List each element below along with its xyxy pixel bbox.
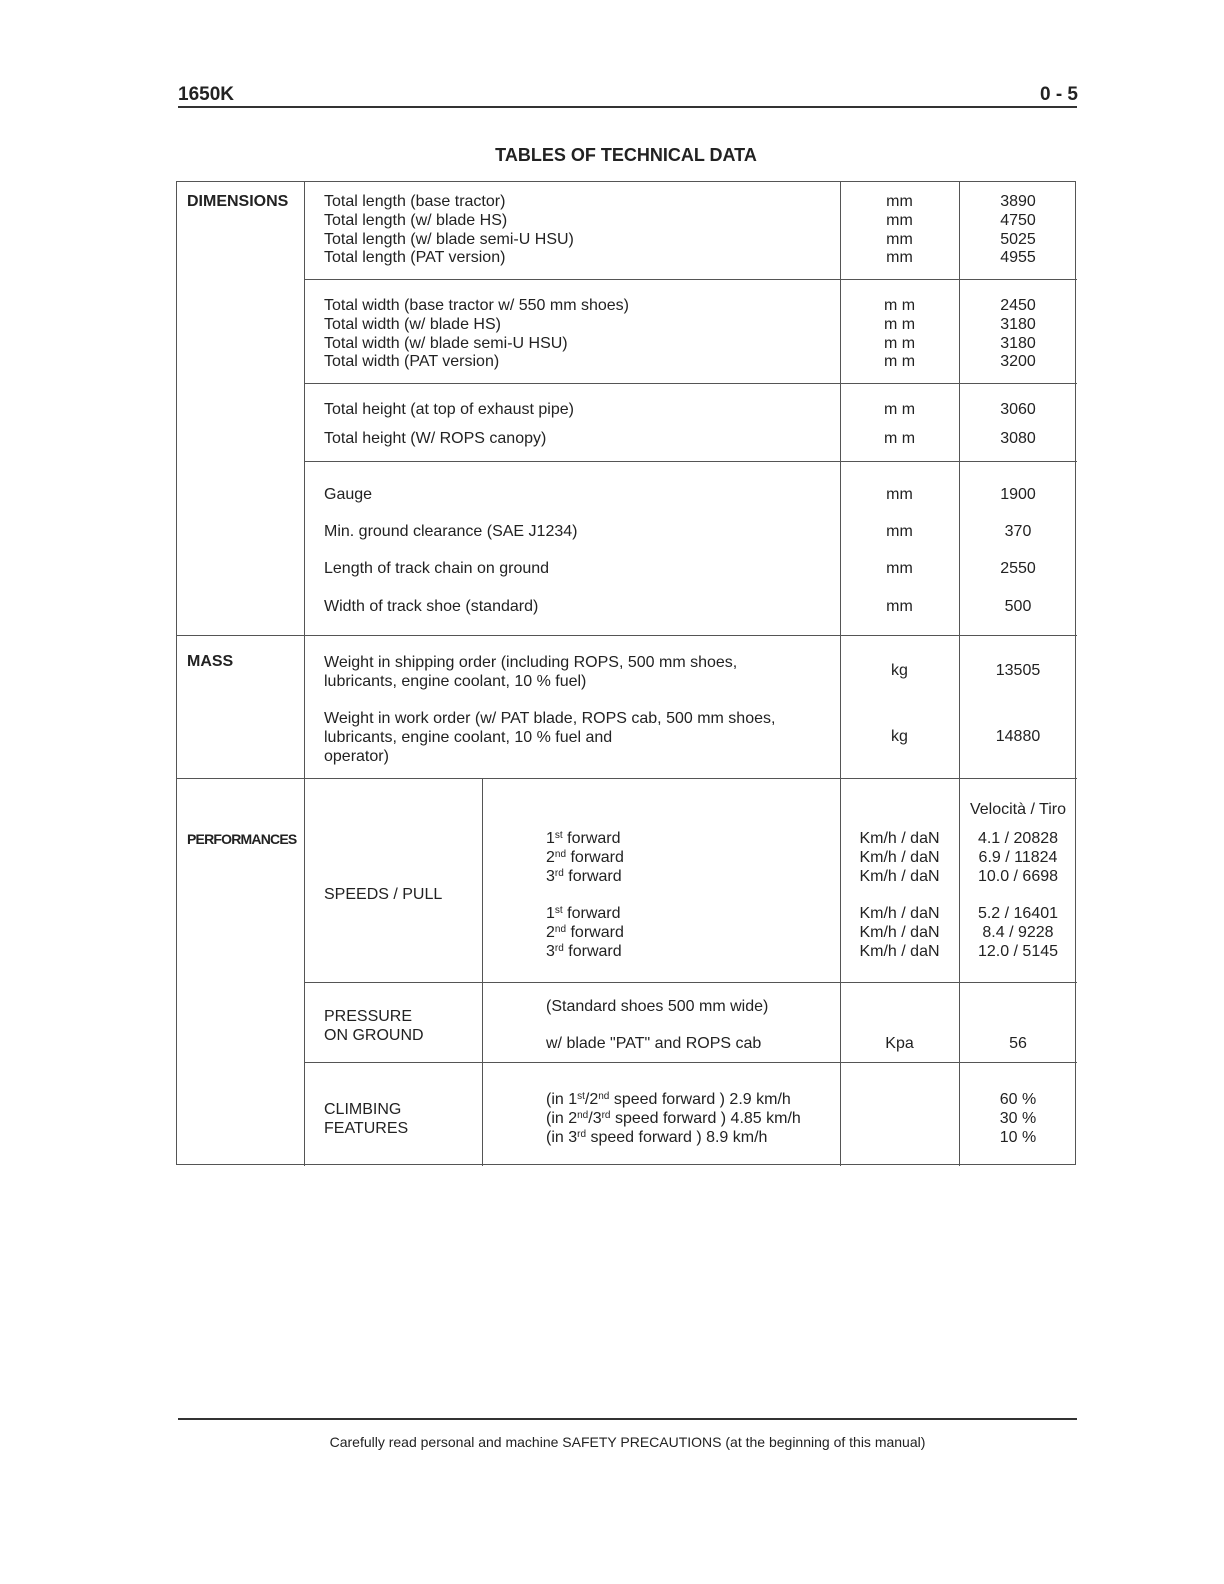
speeds-pull-label: SPEEDS / PULL [324, 886, 443, 903]
divider [177, 778, 1077, 779]
gear-label: 3rd forward [546, 942, 622, 960]
gear-label: 2nd forward [546, 848, 624, 866]
dim-desc: Total width (w/ blade semi-U HSU) [324, 334, 568, 352]
mass-label: MASS [187, 653, 234, 670]
dim-desc: Total height (at top of exhaust pipe) [324, 401, 574, 418]
dim-desc: Total length (w/ blade semi-U HSU) [324, 230, 574, 248]
dim-value: 4955 [1000, 249, 1036, 267]
dim-value: 5025 [1000, 230, 1036, 248]
pressure-unit: Kpa [885, 1035, 914, 1052]
dim-unit: mm [886, 523, 913, 540]
climbing-desc: (in 3rd speed forward ) 8.9 km/h [546, 1128, 768, 1146]
performances-label: PERFORMANCES [187, 831, 297, 847]
divider [482, 778, 483, 1166]
technical-data-table [176, 181, 1076, 1165]
dim-desc: Total width (w/ blade HS) [324, 315, 501, 333]
dim-unit: mm [886, 230, 913, 248]
pressure-value: 56 [1009, 1035, 1027, 1052]
mass-desc: lubricants, engine coolant, 10 % fuel) [324, 672, 587, 690]
dim-unit: mm [886, 211, 913, 229]
mass-value: 14880 [995, 728, 1041, 745]
footer-note: Carefully read personal and machine SAFETY PRECAUTIONS (at the beginning of this manual) [329, 1434, 926, 1450]
gear-value: 6.9 / 11824 [978, 848, 1058, 866]
gear-label: 2nd forward [546, 923, 624, 941]
gear-value: 10.0 / 6698 [977, 867, 1059, 885]
climbing-value: 10 % [999, 1128, 1037, 1146]
dim-unit: mm [886, 560, 913, 577]
dim-unit: m m [883, 353, 916, 371]
footer-rule [178, 1418, 1077, 1420]
mass-desc: operator) [324, 747, 389, 765]
gear-unit: Km/h / daN [859, 848, 940, 866]
dim-unit: mm [886, 486, 913, 503]
mass-desc: Weight in shipping order (including ROPS, 500 mm shoes, [324, 654, 738, 671]
speed-col-header: Velocità / Tiro [969, 801, 1067, 818]
header-rule [178, 106, 1077, 108]
climbing-label: FEATURES [324, 1119, 409, 1137]
pressure-label: ON GROUND [324, 1026, 424, 1044]
dim-value: 3060 [1000, 401, 1036, 418]
climbing-value: 30 % [999, 1109, 1037, 1127]
dim-desc: Total length (w/ blade HS) [324, 211, 508, 229]
gear-unit: Km/h / daN [859, 923, 940, 941]
divider [304, 383, 1077, 384]
dim-unit: m m [883, 334, 916, 352]
dim-value: 3180 [1000, 334, 1036, 352]
climbing-desc: (in 1st/2nd speed forward ) 2.9 km/h [546, 1091, 791, 1108]
dim-desc: Total length (base tractor) [324, 193, 506, 210]
gear-unit: Km/h / daN [859, 942, 940, 960]
climbing-desc: (in 2nd/3rd speed forward ) 4.85 km/h [546, 1109, 801, 1127]
dimensions-label: DIMENSIONS [187, 193, 289, 210]
pressure-label: PRESSURE [324, 1008, 413, 1025]
gear-label: 3rd forward [546, 867, 622, 885]
model-name: 1650K [178, 84, 234, 105]
divider [177, 635, 1077, 636]
dim-value: 3180 [1000, 315, 1036, 333]
gear-unit: Km/h / daN [859, 905, 940, 922]
dim-value: 2550 [1000, 560, 1036, 577]
mass-desc: lubricants, engine coolant, 10 % fuel and [324, 728, 613, 746]
climbing-value: 60 % [999, 1091, 1037, 1108]
dim-value: 2450 [1000, 297, 1036, 314]
page-number: 0 - 5 [1039, 84, 1078, 105]
dim-desc: Total length (PAT version) [324, 249, 506, 267]
dim-desc: Length of track chain on ground [324, 560, 550, 577]
dim-desc: Min. ground clearance (SAE J1234) [324, 523, 578, 540]
pressure-note: (Standard shoes 500 mm wide) [546, 998, 769, 1015]
divider [304, 182, 305, 1166]
dim-unit: mm [886, 193, 913, 210]
dim-desc: Total width (PAT version) [324, 353, 500, 371]
gear-value: 4.1 / 20828 [977, 830, 1059, 847]
dim-desc: Gauge [324, 486, 373, 503]
dim-unit: mm [886, 598, 913, 615]
dim-value: 3890 [1000, 193, 1036, 210]
dim-value: 4750 [1000, 211, 1036, 229]
mass-value: 13505 [995, 662, 1041, 679]
mass-unit: kg [891, 662, 908, 679]
divider [304, 461, 1077, 462]
divider [304, 982, 1077, 983]
gear-value: 8.4 / 9228 [982, 923, 1054, 941]
dim-unit: mm [886, 249, 913, 267]
dim-unit: m m [883, 430, 916, 447]
dim-value: 3080 [1000, 430, 1036, 447]
dim-value: 370 [1004, 523, 1032, 540]
dim-value: 1900 [1000, 486, 1036, 503]
dim-desc: Total width (base tractor w/ 550 mm shoes) [324, 297, 630, 314]
divider [304, 1062, 1077, 1063]
dim-value: 3200 [1000, 353, 1036, 371]
dim-value: 500 [1004, 598, 1032, 615]
mass-unit: kg [891, 728, 908, 745]
gear-label: 1st forward [546, 905, 621, 922]
divider [304, 279, 1077, 280]
gear-value: 5.2 / 16401 [977, 905, 1059, 922]
gear-unit: Km/h / daN [859, 867, 940, 885]
dim-unit: m m [883, 297, 916, 314]
gear-unit: Km/h / daN [859, 830, 940, 847]
gear-label: 1st forward [546, 830, 621, 847]
climbing-label: CLIMBING [324, 1101, 402, 1118]
mass-desc: Weight in work order (w/ PAT blade, ROPS cab, 500 mm shoes, [324, 710, 776, 727]
dim-unit: m m [883, 315, 916, 333]
dim-desc: Width of track shoe (standard) [324, 598, 539, 615]
dim-desc: Total height (W/ ROPS canopy) [324, 430, 547, 447]
page-title: TABLES OF TECHNICAL DATA [495, 145, 757, 165]
dim-unit: m m [883, 401, 916, 418]
gear-value: 12.0 / 5145 [977, 942, 1059, 960]
pressure-desc: w/ blade "PAT" and ROPS cab [546, 1035, 762, 1052]
